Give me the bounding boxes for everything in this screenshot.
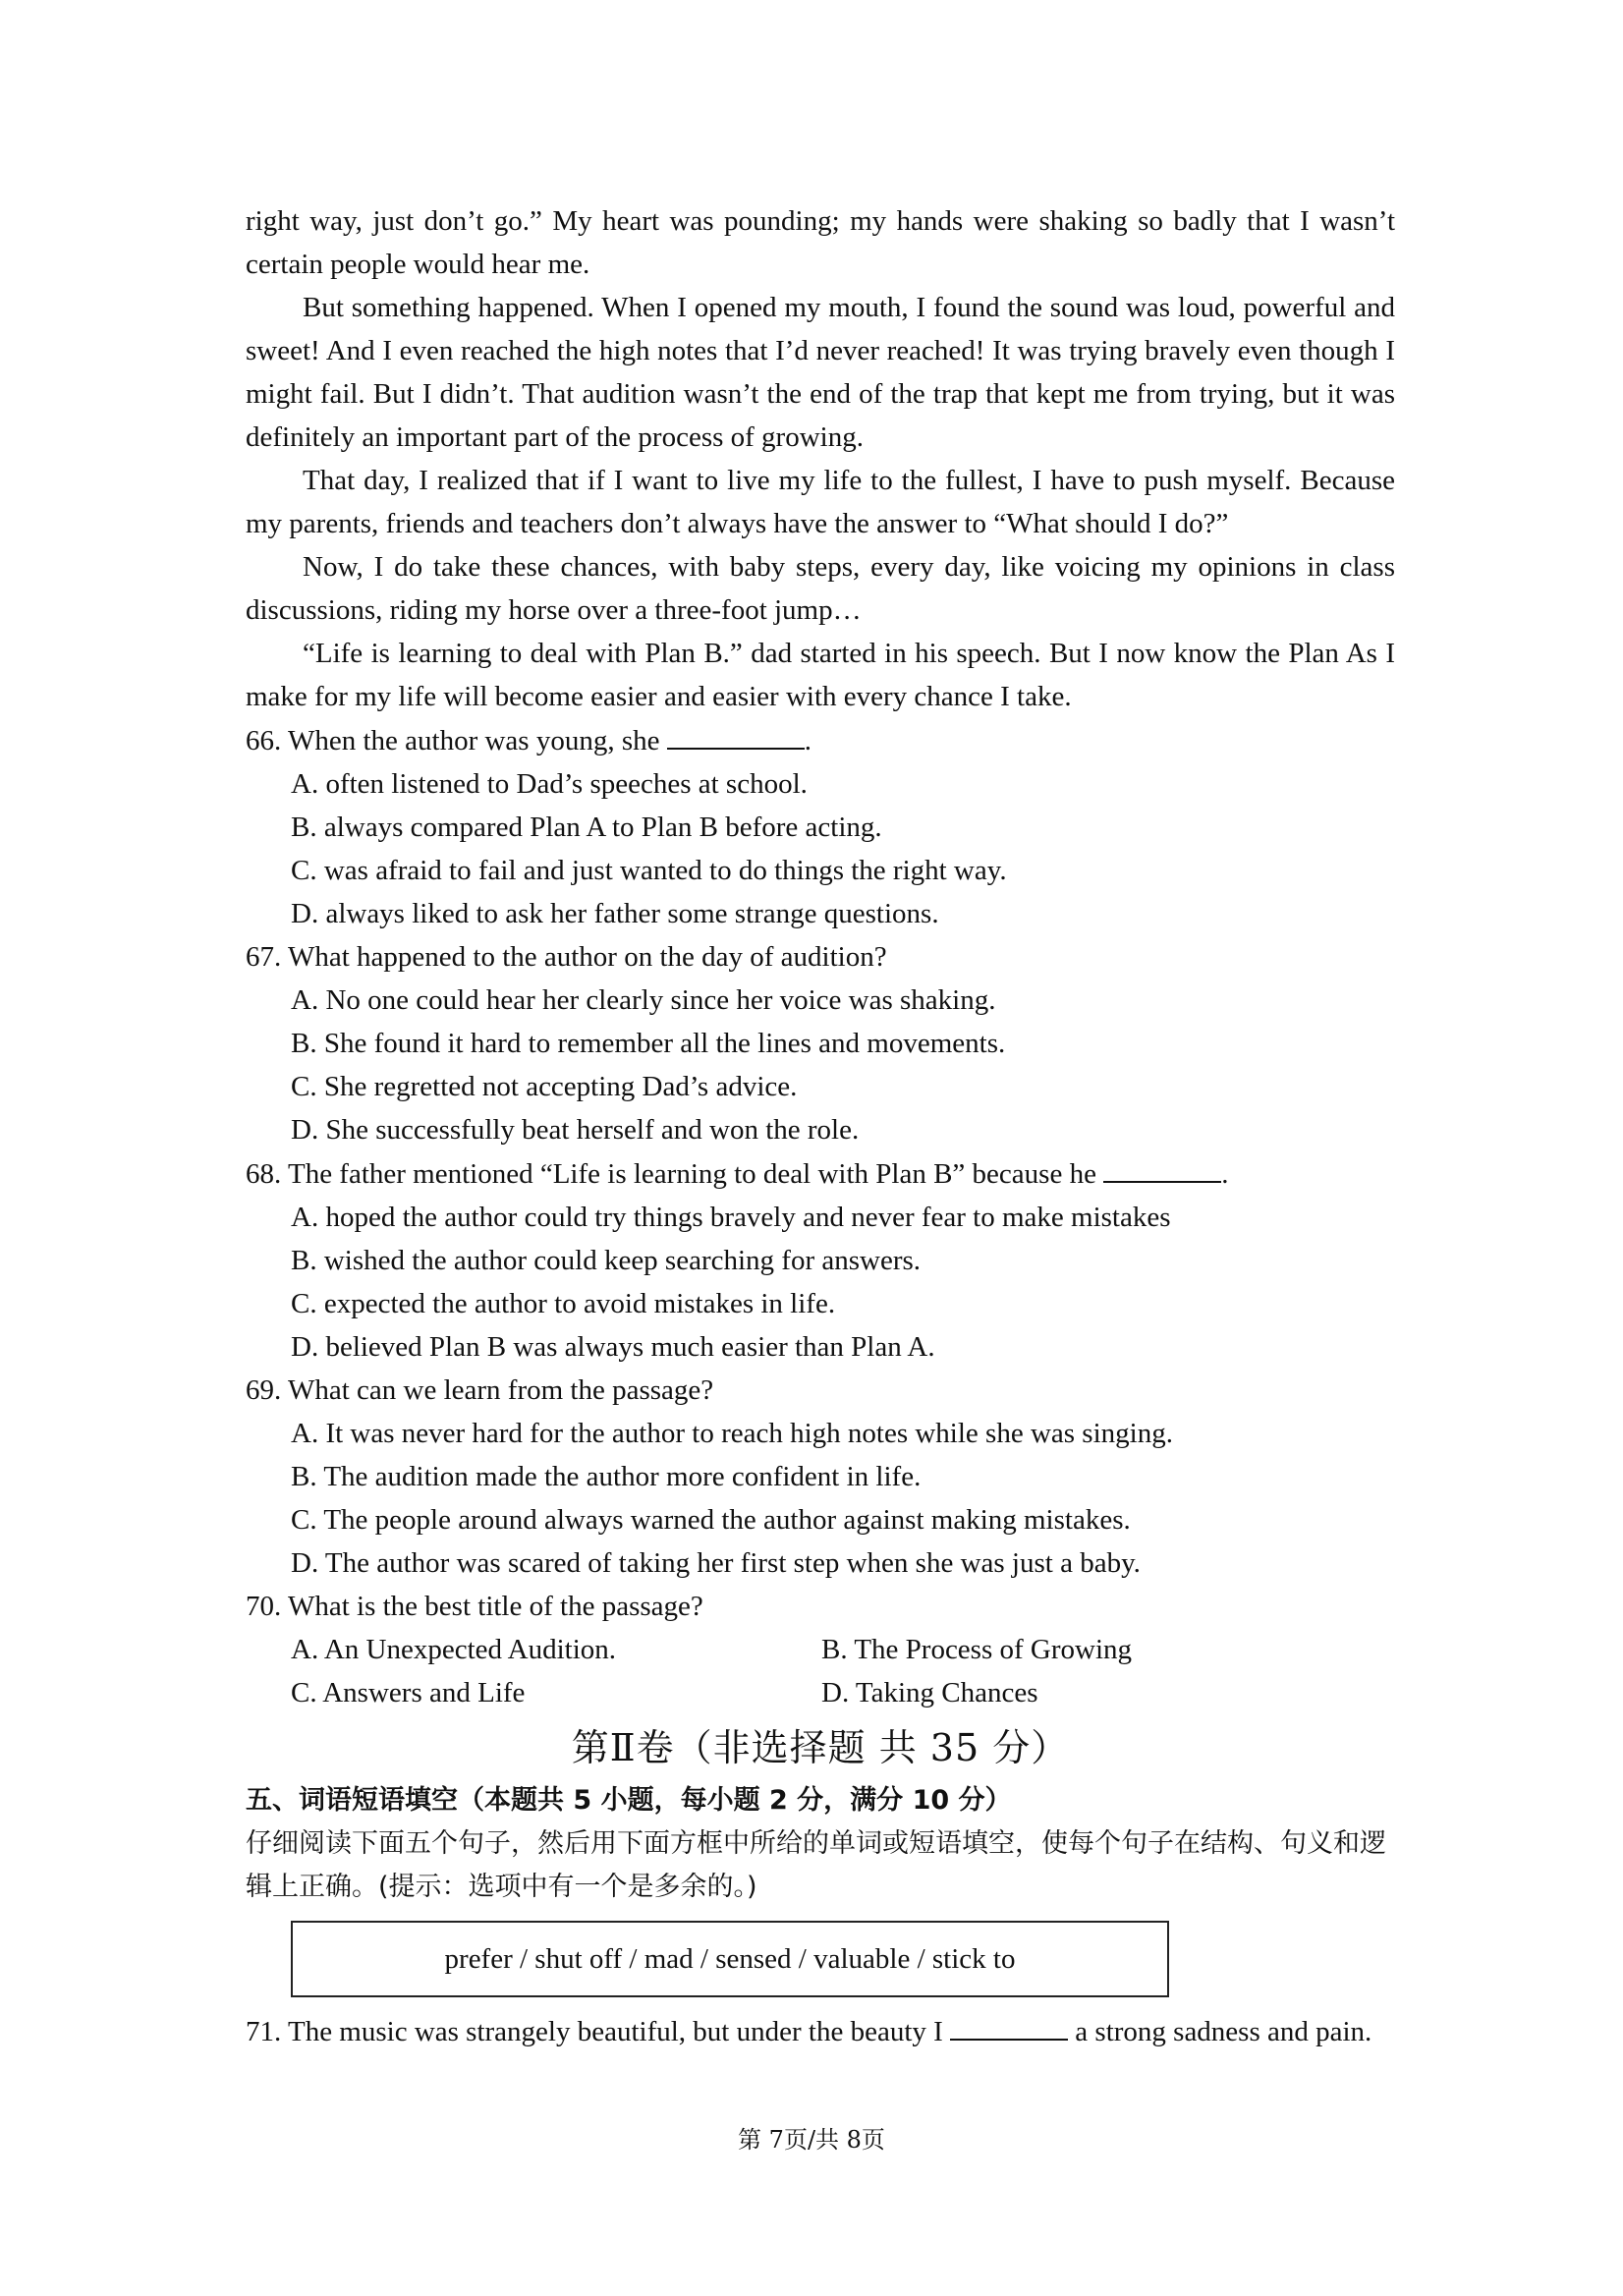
option-67-c[interactable]: C. She regretted not accepting Dad’s advice. (291, 1071, 798, 1102)
answer-blank-68[interactable] (1103, 1151, 1221, 1183)
option-69-c[interactable]: C. The people around always warned the author against making mistakes. (291, 1504, 1131, 1536)
option-66-b[interactable]: B. always compared Plan A to Plan B before acting. (291, 812, 882, 843)
option-70-a[interactable]: A. An Unexpected Audition. (291, 1634, 617, 1665)
options-70-row-1 (291, 1628, 1395, 1671)
question-66-end: . (804, 725, 812, 756)
word-bank-words: prefer / shut off / mad / sensed / valuable / stick to (444, 1942, 1016, 1975)
option-69-d[interactable]: D. The author was scared of taking her first step when she was just a baby. (291, 1547, 1141, 1579)
passage-paragraph-4: Now, I do take these chances, with baby steps, every day, like voicing my opinions in class discussions, riding my horse over a three-foot jump… (246, 551, 1395, 626)
option-68-c[interactable]: C. expected the author to avoid mistakes in life. (291, 1288, 836, 1319)
option-70-b[interactable]: B. The Process of Growing (821, 1634, 1133, 1665)
option-66-d[interactable]: D. always liked to ask her father some strange questions. (291, 898, 939, 929)
option-67-a[interactable]: A. No one could hear her clearly since her voice was shaking. (291, 984, 996, 1016)
passage-paragraph-5: “Life is learning to deal with Plan B.” dad started in his speech. But I now know the Plan As I make for my life will become easier and easier with every chance I take. (246, 638, 1395, 712)
options-70-row-2 (291, 1671, 1395, 1714)
section-5-title: 五、词语短语填空（本题共 5 小题，每小题 2 分，满分 10 分） (246, 1785, 1012, 1816)
question-68-stem: 68. The father mentioned “Life is learning to deal with Plan B” because he (246, 1158, 1096, 1190)
option-68-b[interactable]: B. wished the author could keep searching for answers. (291, 1245, 922, 1276)
question-67: 67. What happened to the author on the day of audition? (246, 941, 887, 973)
exam-page (246, 199, 1395, 2053)
question-68-end: . (1221, 1158, 1229, 1190)
option-70-c[interactable]: C. Answers and Life (291, 1677, 526, 1708)
option-69-b[interactable]: B. The audition made the author more confident in life. (291, 1461, 922, 1492)
passage-paragraph-2: But something happened. When I opened my mouth, I found the sound was loud, powerful and sweet! And I even reached the high notes that I’d never reached! It was trying bravely even though I might fail. But I didn’t. That audition wasn’t the end of the trap that kept me from trying, but it was definitely an important part of the process of growing. (246, 292, 1395, 453)
question-71-before: 71. The music was strangely beautiful, but under the beauty I (246, 2016, 943, 2047)
option-66-a[interactable]: A. often listened to Dad’s speeches at school. (291, 768, 808, 800)
part-2-title: 第Ⅱ卷（非选择题 共 35 分） (571, 1726, 1070, 1769)
passage-paragraph-1: right way, just don’t go.” My heart was pounding; my hands were shaking so badly that I wasn’t certain people would hear me. (246, 205, 1395, 280)
option-68-a[interactable]: A. hoped the author could try things bravely and never fear to make mistakes (291, 1202, 1171, 1233)
option-67-d[interactable]: D. She successfully beat herself and won the role. (291, 1114, 860, 1146)
question-69: 69. What can we learn from the passage? (246, 1374, 714, 1406)
answer-blank-71[interactable] (950, 2009, 1068, 2041)
option-66-c[interactable]: C. was afraid to fail and just wanted to do things the right way. (291, 855, 1007, 886)
question-71-after: a strong sadness and pain. (1075, 2016, 1372, 2047)
question-68 (246, 1151, 1395, 1196)
question-71 (246, 2009, 1395, 2053)
question-66-stem: 66. When the author was young, she (246, 725, 660, 756)
section-5-instructions: 仔细阅读下面五个句子，然后用下面方框中所给的单词或短语填空，使每个句子在结构、句义和逻辑上正确。(提示：选项中有一个是多余的。) (246, 1828, 1386, 1902)
page-footer: 第 7页/共 8页 (738, 2126, 885, 2154)
passage-paragraph-3: That day, I realized that if I want to live my life to the fullest, I have to push myself. Because my parents, friends and teachers don’t always have the answer to “What should I do?” (246, 465, 1395, 539)
question-70: 70. What is the best title of the passage? (246, 1591, 703, 1622)
word-bank-box (291, 1921, 1169, 1997)
question-66 (246, 718, 1395, 762)
option-68-d[interactable]: D. believed Plan B was always much easier than Plan A. (291, 1331, 935, 1363)
option-67-b[interactable]: B. She found it hard to remember all the lines and movements. (291, 1028, 1006, 1059)
answer-blank-66[interactable] (667, 718, 805, 750)
option-70-d[interactable]: D. Taking Chances (821, 1677, 1038, 1708)
option-69-a[interactable]: A. It was never hard for the author to reach high notes while she was singing. (291, 1418, 1173, 1449)
